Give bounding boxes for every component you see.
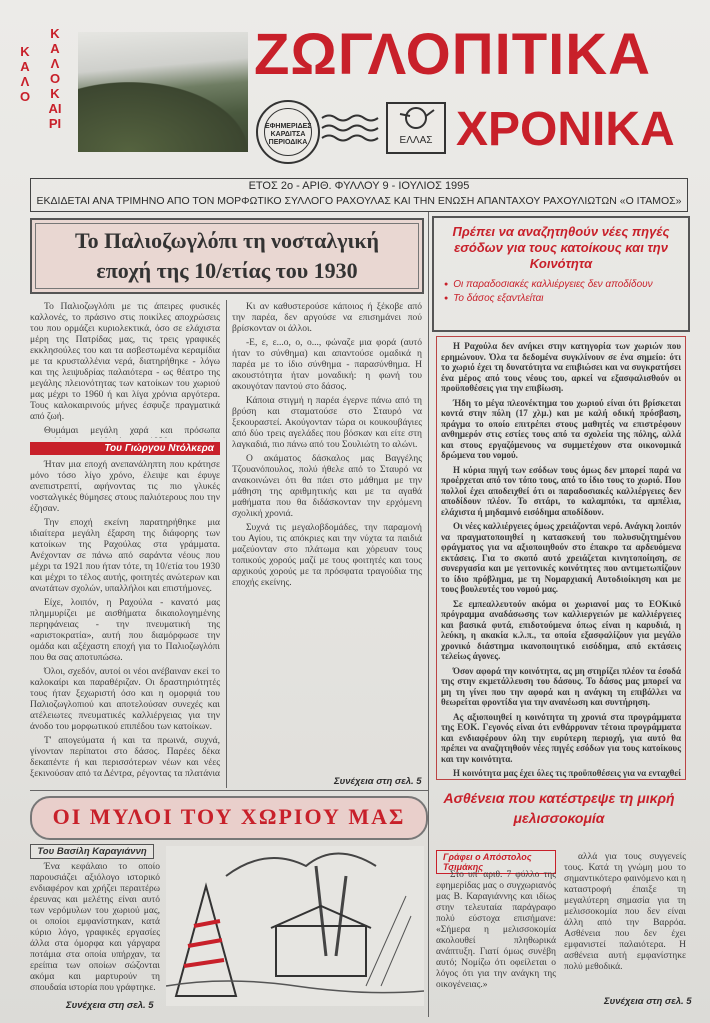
lead-continued-link[interactable]: Συνέχεια στη σελ. 5	[334, 776, 422, 787]
lead-column-2: Κι αν καθυστερούσε κάποιος ή ξέκοβε από την παρέα, δεν αργούσε να επισημάνει πού βρίσκονταν οι άλλοι. -Ε, ε, ε...ο, ο, ο..., φώναζε μια φορά (αυτό ήταν το σύνθημα) και απαντούσε ομαδικά η παρέα με το ίδιο σύνθημα - παρασύνθημα. Η ακουστότητα ήταν μοναδική: η φωνή του ακουγόταν παντού στο δάσος. Κάποια στιγμή η παρέα έγερνε πάνω από τη βρύση και σταματούσε στο Σταυρό να ξεκουραστεί. Ακούγονταν τώρα οι κουκουβάγιες από δύο τρεις αγελάδες που βόσκαν και είτε στη λαγκαδιά, πιο πάνω από του Σουλιώτη το αλώνι. Ο ακάματος δάσκαλος μας Βαγγέλης Τζουανόπουλος, πολύ ήθελε από το Σταυρό να ανακοινώνει ότι θα πάει στο μάθημα με την μάθηση της αριθμητικής και με τα αγαθά μαθήματα που θα διδάσκονταν την ερχόμενη σχολική χρονιά. Συχνά τις μεγαλοβδομάδες, την παραμονή του Αγίου, τις απόκριες και την νύχτα τα παιδιά μαζεύονταν στο πλάτωμα και χόρευαν τους τοπικούς χορούς μαζί με τους φοιτητές και τους αρχικούς χορούς με τα πρόσφατα τραγούδια της εποχής εκείνης.	[232, 302, 422, 588]
sidebar-headline: Πρέπει να αναζητηθούν νέες πηγές εσόδων για τους κατοίκους και την Κοινότητα	[452, 224, 670, 271]
logo-label: ΕΛΛΑΣ	[399, 135, 433, 146]
beekeeping-byline: Γράφει ο Απόστολος Τσιμάκης	[436, 850, 556, 874]
mills-byline: Του Βασίλη Καραγιάννη	[30, 844, 154, 859]
mill-sketch-illustration	[166, 846, 424, 1006]
newspaper-title: ΖΩΓΛΟΠΙΤΙΚΑ	[254, 22, 652, 87]
issue-info-box	[30, 178, 688, 212]
list-item: ● Το δάσος εξαντλείται	[444, 293, 680, 304]
beekeeping-continued-link[interactable]: Συνέχεια στη σελ. 5	[604, 996, 692, 1007]
side-text-right: ΚΑΛΟΚΑΙΡΙ	[48, 26, 62, 131]
side-text-left: ΚΑΛΟ	[19, 44, 31, 104]
post-horn-icon	[396, 104, 436, 132]
column-divider	[428, 212, 429, 1017]
masthead-photo	[78, 32, 248, 152]
mills-headline: ΟΙ ΜΥΛΟΙ ΤΟΥ ΧΩΡΙΟΥ ΜΑΣ	[30, 796, 428, 840]
column-divider	[226, 300, 227, 788]
publisher-line: ΕΚΔΙΔΕΤΑΙ ΑΝΑ ΤΡΙΜΗΝΟ ΑΠΟ ΤΟΝ ΜΟΡΦΩΤΙΚΟ ΣΥΛΛΟΓΟ ΡΑΧΟΥΛΑΣ ΚΑΙ ΤΗΝ ΕΝΩΣΗ ΑΠΑΝΤΑΧΟΥ ΡΑΧΟΥΛΙΩΤΩΝ «Ο ΙΤΑΜΟΣ»	[36, 195, 682, 207]
issue-line: ΕΤΟΣ 2ο - ΑΡΙΘ. ΦΥΛΛΟΥ 9 - ΙΟΥΛΙΟΣ 1995	[248, 180, 470, 192]
sidebar-bullets	[434, 279, 688, 304]
sidebar-headline-box	[432, 216, 690, 332]
lead-column-1b: Ήταν μια εποχή ανεπανάληπτη που κράτησε μόνο τόσο λίγο χρόνο, έλειψε και έφυγε ανεπιστρεπτί, αφήνοντας τις πιο γλυκές νοσταλγικές θύμησες στους παλιότερους που την έζησαν. Την εποχή εκείνη παρατηρήθηκε μια ιδιαίτερα μεγάλη έξαρση της διάφορης των κατοίκων της Ραχούλας στα γράμματα. Ανέχονταν σε πάνω από σαράντα νέους που μέχρι τα 1921 που ήταν τότε, τη 10/ετία του 1930 και μέχρι το τέλος αυτής, φοιτητές ανώτερων και ανωτάτων σχολών, υπαλλήλοι και επιστήμονες. Είχε, λοιπόν, η Ραχούλα - κανατό μας πλημμυρίζει με αισθήματα δικαιολογημένης περηφάνειας - την πνευματική της «αριστοκρατία», αυτή που διαμόρφωσε την ομάδα και αξέχαστη εποχή για το Παλιοζωγλόπι που θα σας αποτυπώσω. Όλοι, σχεδόν, αυτοί οι νέοι ανέβαιναν εκεί το καλοκαίρι και παραθέριζαν. Οι δραστηριότητές τους ήταν ξεχωριστή όσο και η ομορφιά του Παλιοζωγλοπιού και αποτελούσαν συνεχές και ατέλειωτες πνευματικές καλλιέργειας για την άνοδο του μορφωτικού επιπέδου των κατοίκων. Τ' απογεύματα ή και τα πρωινά, συχνά, γίνονταν περίπατοι στο δάσος. Παρέες δέκα δεκαπέντε ή και περισσότερων νέων και νέες ξεκινούσαν από τα Δέντρα, ρέγοντας τα πλατάνια	[30, 460, 220, 779]
postmark-waves-icon	[320, 110, 380, 150]
mills-text: Ένα κεφάλαιο το οποίο παρουσιάζει αξιόλογο ιστορικό ενδιαφέρον και χρήζει περαιτέρω έρευνας και μελέτης είναι αυτό των νερόμυλων του χωριού μας, οι οποίοι εμφανίστηκαν, κατά κύριο λόγο, γραφικές εργασίες άλλα στα όμορφα και γάργαρα ποτάμια στα οποία υπήρχαν, τα ερείπια των οποίων σώζονται ακόμα και μαρτυρούν τη σπουδαία ιστορία που γράφτηκε.	[30, 862, 160, 993]
post-horn-logo	[386, 102, 446, 154]
beekeeping-headline: Ασθένεια που κατέστρεψε τη μικρή μελισσοκομία	[443, 790, 675, 826]
lead-byline: Του Γιώργου Ντόλκερα	[30, 442, 220, 455]
lead-column-1: Το Παλιοζωγλόπι με τις άπειρες φυσικές καλλονές, το πράσινο στις ποικίλες αποχρώσεις του που ορμάζει κυριολεκτικά, όσο σε ελάχιστα μέρη της Πατρίδας μας, τις τρεις γραφικές εκκλησούλες του και τα ασβεστωμένα κεραμίδια με τα κρυσταλλένια νερά, διατηρήθηκε - λόγω και της λειψυδρίας παλαιότερα - ως θέατρο της μεγάλης πλειονότητας των κατοίκων του χωριού μας μέχρι το 1960 ή και λίγα χρόνια αργότερα. Τους καλοκαιρινούς μήνες έσφυζε πραγματικά από ζωή. Θυμάμαι μεγάλη χαρά και πρόσωπα	[30, 302, 220, 436]
lead-headline: Το Παλιοζωγλόπι τη νοσταλγική εποχή της 10/ετίας του 1930	[74, 228, 380, 283]
stamp-logo: ΕΦΗΜΕΡΙΔΕΣ ΚΑΡΔΙΤΣΑ ΠΕΡΙΟΔΙΚΑ	[256, 100, 320, 164]
mills-continued-link[interactable]: Συνέχεια στη σελ. 5	[66, 1000, 154, 1011]
lead-headline-box	[30, 218, 424, 294]
sidebar-article-text: Η Ραχούλα δεν ανήκει στην κατηγορία των χωριών που ερημώνουν. Όλα τα δεδομένα συγκλίνουν σε ένα σημείο: ότι το χωριό έχει τη δυνατότητα να επιβιώσει και να συγκρατήσει ένα μέρος από τους νέους του, αρκεί να εξασφαλισθούν οι προϋποθέσεις για την επιβίωση. Ήδη το μέγα πλεονέκτημα του χωριού είναι ότι βρίσκεται κοντά στην πόλη (17 χλμ.) και με καλή οδική πρόσβαση, πράγμα το οποίο επιτρέπει στους μαθητές να επιστρέφουν ανθημερόν στις εστίες τους από τα σχολεία της πόλης, αλλά και στους εργαζόμενους να συμμετέχουν στα οικονομικά δρώμενα του νομού. Η κύρια πηγή των εσόδων τους όμως δεν μπορεί παρά να προέρχεται από τον τόπο τους, από το ίδιο τους το χωριό. Που πολλοί έχει αποδειχθεί ότι οι παραδοσιακές καλλιέργειες δεν αποδίδουν πλέον. Το σιτάρι, το καλαμπόκι, τα αμπέλια, ελάχιστα ή μηδαμινό εισόδημα αποδίδουν. Οι νέες καλλιέργειες όμως χρειάζονται νερό. Ανάγκη λοιπόν να πραγματοποιηθεί η κατασκευή του πολυσυζητημένου φράγματος για να αξιοποιηθούν στο έπακρο τα αρδευόμενα εκτάσεις. Για το σκοπό αυτό χρειάζεται κινητοποίηση, σε συνεργασία και με γειτονικές κοινότητες που αντιμετωπίζουν το ίδιο πρόβλημα, με τη Νομαρχιακή Αυτοδιοίκηση και με τους βουλευτές του νομού μας. Σε εμπεαλλευτούν ακόμα οι χωριανοί μας το ΕΟΚικό πρόγραμμα αναδάσωσης των καλλιεργειών με καλλιέργειες και βασικά φυτά, επιδοτούμενα όπως είναι η καρυδιά, η λεύκη, η ακακία κ.λ.π., τα οποία εξασφαλίζουν για μεγάλο χρονικό διάστημα ικανοποιητικό εισόδημα, από εκτάσεις τελείως άγονες. Όσον αφορά την κοινότητα, ας μη στηρίζει πλέον τα έσοδά της στην εκμετάλλευση του δάσους. Το δάσος μας μπορεί να μη τη γίνει που την αφορά και η ανάγκη τη επιβάλλει να θεωρείται φροντίδα για την ανανέωση και συντήρηση. Ας αξιοποιηθεί η κοινότητα τη χρονιά στα προγράμματα της ΕΟΚ. Γεγονός είναι ότι ενθάρρυναν τέτοια προγράμματα και ενδιαφέρουν όλη την ευρύτερη περιοχή, για αυτό θα πρέπει να αναζητηθούν νέες πηγές εσόδων για τους κατοίκους και την κοινότητα. Η κοινότητα μας έχει όλες τις προϋποθέσεις για να ενταχθεί	[436, 336, 686, 780]
section-divider	[30, 790, 428, 791]
beekeeping-column-2: αλλά για τους συγγενείς τους. Κατά τη γνώμη μου το σημαντικότερο φαινόμενο και η καταστροφή έπαιξε τη μεγαλύτερη σημασία για τη μελισσοκομία που δεν είναι άλλη από την Βαρρόα. Ασθένεια που δεν έχει εμφανιστεί παλαιότερα. Η ασθένεια αυτή εμφανίστηκε πολύ μεθοδικά.	[564, 852, 686, 972]
newspaper-subtitle: ΧΡΟΝΙΚΑ	[456, 103, 675, 156]
list-item: ● Οι παραδοσιακές καλλιέργειες δεν αποδίδουν	[444, 279, 680, 290]
beekeeping-column-1: Στο υπ' αριθ. 7 φύλλο της εφημερίδας μας ο συγχωριανός μας Β. Καραγιάννης και ιδίως στην τελευταία παράγραφο πολύ εύστοχα επισήμανε: «Σήμερα η μελισσοκομία ακολουθεί πληθωρικά ανάπτυξη. Γιατί όμως συνέβη αυτό; Νομίζω ότι οφείλεται ο λόγος ότι για την ανάγκη της οικογένειας.»	[436, 870, 556, 990]
